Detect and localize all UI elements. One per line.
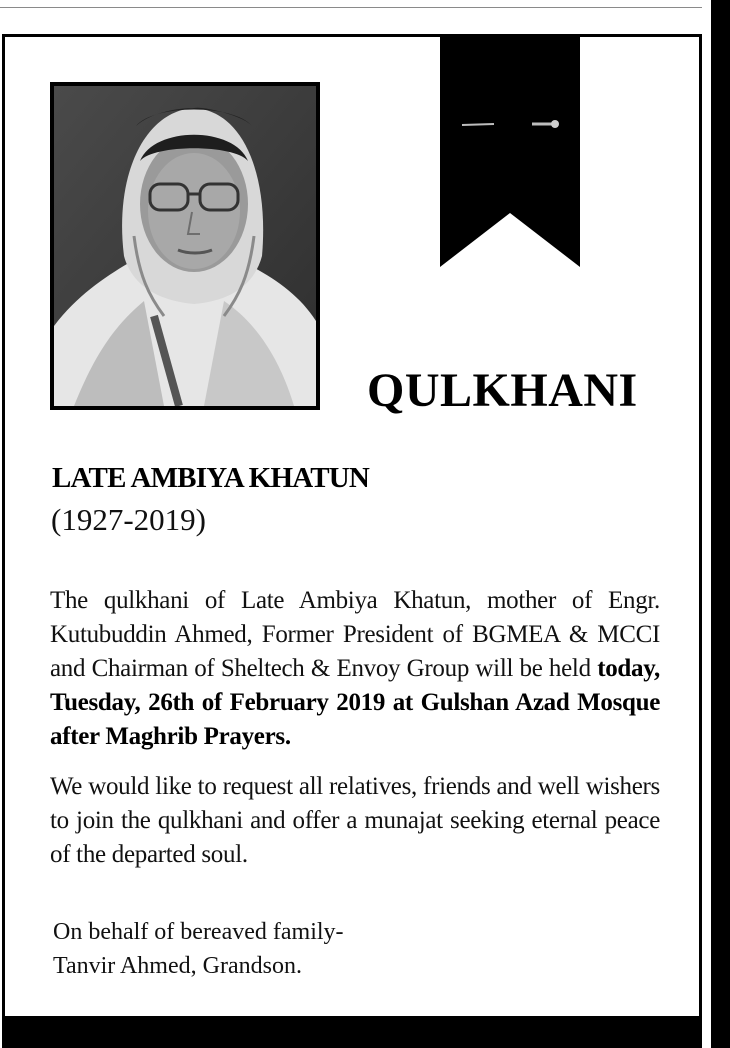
deceased-name: LATE AMBIYA KHATUN — [52, 462, 370, 494]
portrait-photo — [50, 82, 320, 410]
announcement-text: The qulkhani of Late Ambiya Khatun, mother of Engr. Kutubuddin Ahmed, Former President of BGMEA & MCCI and Chairman of Sheltech & Envoy Group will be held — [50, 587, 660, 682]
signature-line-1: On behalf of bereaved family- — [53, 919, 344, 945]
right-margin-bar — [711, 0, 730, 1048]
top-rule — [0, 7, 702, 8]
request-paragraph: We would like to request all relatives, friends and well wishers to join the qulkhani and offer a munajat seeking eternal peace of the departed soul. — [50, 773, 660, 868]
signature-line-2: Tanvir Ahmed, Grandson. — [53, 953, 302, 979]
obituary-frame — [2, 34, 702, 1030]
mourning-ribbon — [440, 37, 580, 274]
notice-heading: QULKHANI — [367, 364, 638, 417]
signature-block — [53, 915, 344, 983]
bottom-bar — [2, 1016, 702, 1048]
announcement-event-details: today, Tuesday, 26th of February 2019 at Gulshan Azad Mosque after Maghrib Prayers. — [50, 655, 660, 750]
announcement-paragraph — [50, 584, 660, 754]
life-years: (1927-2019) — [51, 502, 206, 537]
